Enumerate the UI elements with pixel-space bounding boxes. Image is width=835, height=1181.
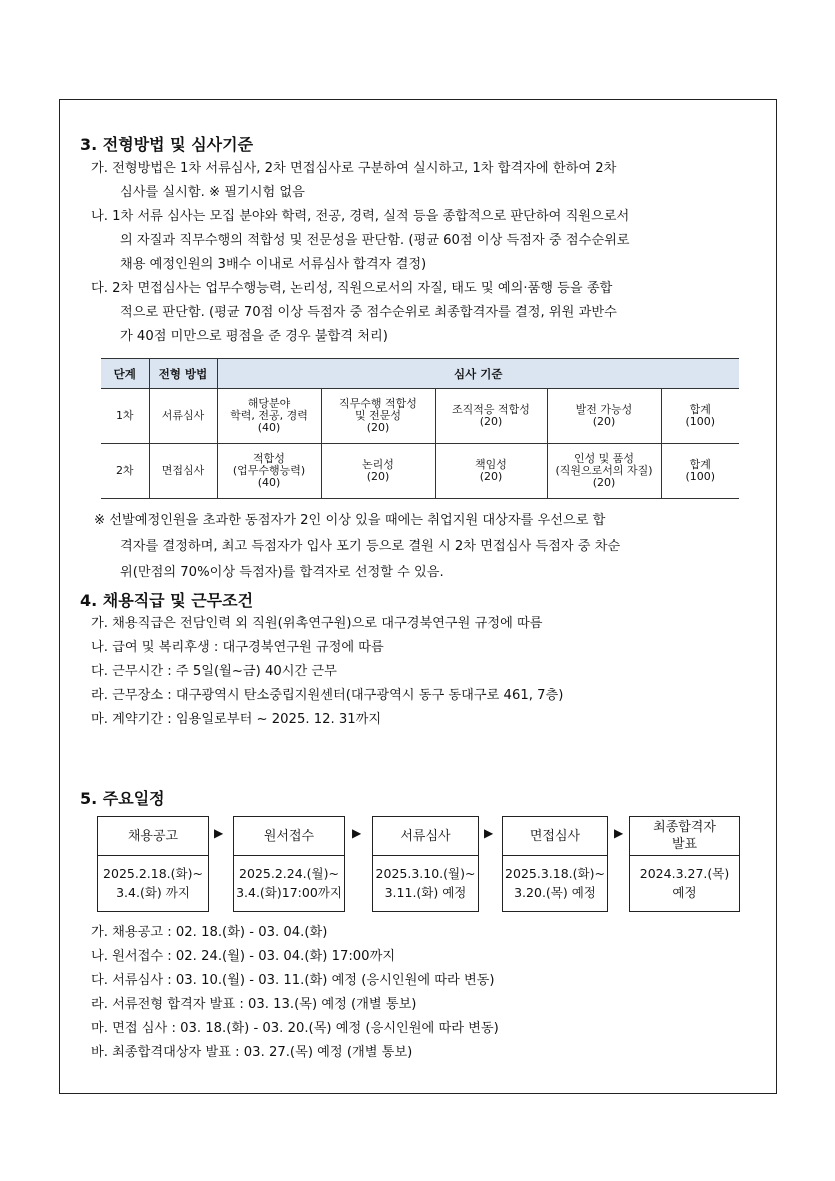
arrow-right-icon: ▶ [214, 826, 224, 840]
criterion-cell [321, 389, 435, 444]
step-title: 서류심사 [373, 817, 478, 856]
criterion-score: (40) [257, 476, 281, 489]
criterion-label: 직무수행 적합성 [339, 397, 417, 410]
section5-item-da: 다. 서류심사 : 03. 10.(월) - 03. 11.(화) 예정 (응시인원에 따라 변동) [91, 973, 495, 988]
step-date-line1: 2025.3.10.(월)~ [375, 866, 476, 881]
criterion-score: (20) [592, 476, 616, 489]
section3-item-ga-line2: 심사를 실시함. ※ 필기시험 없음 [120, 185, 305, 200]
section3-heading: 3. 전형방법 및 심사기준 [80, 135, 254, 154]
section4-item-da: 다. 근무시간 : 주 5일(월~금) 40시간 근무 [91, 664, 337, 679]
section4-item-ga: 가. 채용직급은 전담인력 외 직원(위촉연구원)으로 대구경북연구원 규정에 따름 [91, 616, 543, 631]
criterion-label: (직원으로서의 자질) [555, 464, 653, 477]
criterion-label: 책임성 [475, 458, 507, 471]
step-date [373, 856, 478, 910]
step-date-line1: 2025.2.24.(월)~ [239, 866, 339, 881]
section3-item-na-line3: 채용 예정인원의 3배수 이내로 서류심사 합격자 결정) [120, 257, 427, 272]
step-title-line1: 최종합격자 [653, 820, 716, 835]
section3-item-da-line3: 가 40점 미만으로 평점을 준 경우 불합격 처리) [120, 329, 388, 344]
section5-item-na: 나. 원서접수 : 02. 24.(월) - 03. 04.(화) 17:00까지 [91, 949, 396, 964]
section3-item-da-line1: 다. 2차 면접심사는 업무수행능력, 논리성, 직원으로서의 자질, 태도 및 예의·품행 등을 종합 [91, 281, 613, 296]
method-cell: 서류심사 [149, 389, 217, 444]
note-line1: ※ 선발예정인원을 초과한 동점자가 2인 이상 있을 때에는 취업지원 대상자를 우선으로 합 [94, 513, 606, 528]
schedule-step-final-announcement [629, 816, 740, 912]
step-date-line2: 예정 [672, 885, 697, 900]
section4-heading: 4. 채용직급 및 근무조건 [80, 591, 254, 610]
arrow-right-icon: ▶ [484, 826, 494, 840]
criterion-cell [321, 444, 435, 499]
header-stage: 단계 [101, 359, 149, 389]
total-score: (100) [685, 470, 716, 483]
schedule-step-posting [97, 816, 209, 912]
step-title: 면접심사 [503, 817, 607, 856]
criterion-score: (20) [479, 470, 503, 483]
section3-item-na-line1: 나. 1차 서류 심사는 모집 분야와 학력, 전공, 경력, 실적 등을 종합적으로 판단하여 직원으로서 [91, 209, 630, 224]
section4-item-ra: 라. 근무장소 : 대구광역시 탄소중립지원센터(대구광역시 동구 동대구로 461, 7층) [91, 688, 564, 703]
section5-item-ga: 가. 채용공고 : 02. 18.(화) - 03. 04.(화) [91, 925, 328, 940]
criterion-cell [547, 389, 661, 444]
criterion-score: (20) [479, 415, 503, 428]
total-cell [661, 389, 739, 444]
stage-cell: 2차 [101, 444, 149, 499]
criterion-cell [217, 444, 321, 499]
table-row [101, 444, 739, 499]
total-label: 합계 [689, 403, 711, 416]
schedule-step-interview [502, 816, 608, 912]
criterion-score: (20) [366, 421, 390, 434]
total-cell [661, 444, 739, 499]
criterion-label: 인성 및 품성 [573, 452, 635, 465]
criterion-label: (업무수행능력) [232, 464, 306, 477]
schedule-step-document-review [372, 816, 479, 912]
criterion-cell [435, 389, 547, 444]
header-criteria: 심사 기준 [217, 359, 739, 389]
total-label: 합계 [689, 458, 711, 471]
section3-item-da-line2: 적으로 판단함. (평균 70점 이상 득점자 중 점수순위로 최종합격자를 결정, 위원 과반수 [120, 305, 617, 320]
step-date [234, 856, 344, 910]
schedule-step-application [233, 816, 345, 912]
criterion-label: 발전 가능성 [575, 403, 633, 416]
step-date-line1: 2025.3.18.(화)~ [505, 866, 605, 881]
table-row [101, 389, 739, 444]
step-title-line2: 발표 [671, 837, 698, 852]
criterion-cell [217, 389, 321, 444]
stage-cell: 1차 [101, 389, 149, 444]
total-score: (100) [685, 415, 716, 428]
criterion-label: 조직적응 적합성 [452, 403, 530, 416]
step-date-line2: 3.4.(화) 까지 [116, 885, 190, 900]
step-date-line2: 3.11.(화) 예정 [384, 885, 467, 900]
section4-item-ma: 마. 계약기간 : 임용일로부터 ~ 2025. 12. 31까지 [91, 712, 382, 727]
step-date-line2: 3.4.(화)17:00까지 [236, 885, 342, 900]
criterion-label: 및 전문성 [354, 409, 401, 422]
section5-heading: 5. 주요일정 [80, 789, 165, 808]
criterion-cell [435, 444, 547, 499]
step-date-line1: 2024.3.27.(목) [639, 866, 730, 881]
arrow-right-icon: ▶ [614, 826, 624, 840]
section5-item-ma: 마. 면접 심사 : 03. 18.(화) - 03. 20.(목) 예정 (응시인원에 따라 변동) [91, 1021, 499, 1036]
step-date-line1: 2025.2.18.(화)~ [103, 866, 203, 881]
step-title: 원서접수 [234, 817, 344, 856]
step-date [503, 856, 607, 910]
step-date-line2: 3.20.(목) 예정 [514, 885, 596, 900]
criterion-label: 학력, 전공, 경력 [230, 409, 308, 422]
section5-item-ra: 라. 서류전형 합격자 발표 : 03. 13.(목) 예정 (개별 통보) [91, 997, 417, 1012]
note-line2: 격자를 결정하며, 최고 득점자가 입사 포기 등으로 결원 시 2차 면접심사 득점자 중 차순 [120, 539, 621, 554]
criterion-cell [547, 444, 661, 499]
criterion-score: (40) [257, 421, 281, 434]
section4-item-na: 나. 급여 및 복리후생 : 대구경북연구원 규정에 따름 [91, 640, 384, 655]
section3-item-ga-line1: 가. 전형방법은 1차 서류심사, 2차 면접심사로 구분하여 실시하고, 1차 합격자에 한하여 2차 [91, 161, 617, 176]
criterion-score: (20) [592, 415, 616, 428]
criterion-score: (20) [366, 470, 390, 483]
header-method: 전형 방법 [149, 359, 217, 389]
criterion-label: 해당분야 [247, 397, 291, 410]
step-date [630, 856, 739, 910]
section5-item-ba: 바. 최종합격대상자 발표 : 03. 27.(목) 예정 (개별 통보) [91, 1045, 413, 1060]
step-title [630, 817, 739, 856]
section3-item-na-line2: 의 자질과 직무수행의 적합성 및 전문성을 판단함. (평균 60점 이상 득점자 중 점수순위로 [120, 233, 630, 248]
criterion-label: 적합성 [253, 452, 285, 465]
method-cell: 면접심사 [149, 444, 217, 499]
table-header-row [101, 359, 739, 389]
note-line3: 위(만점의 70%이상 득점자)를 합격자로 선정할 수 있음. [120, 565, 444, 580]
criterion-label: 논리성 [362, 458, 394, 471]
step-title: 채용공고 [98, 817, 208, 856]
arrow-right-icon: ▶ [352, 826, 362, 840]
step-date [98, 856, 208, 910]
criteria-table [101, 358, 739, 499]
